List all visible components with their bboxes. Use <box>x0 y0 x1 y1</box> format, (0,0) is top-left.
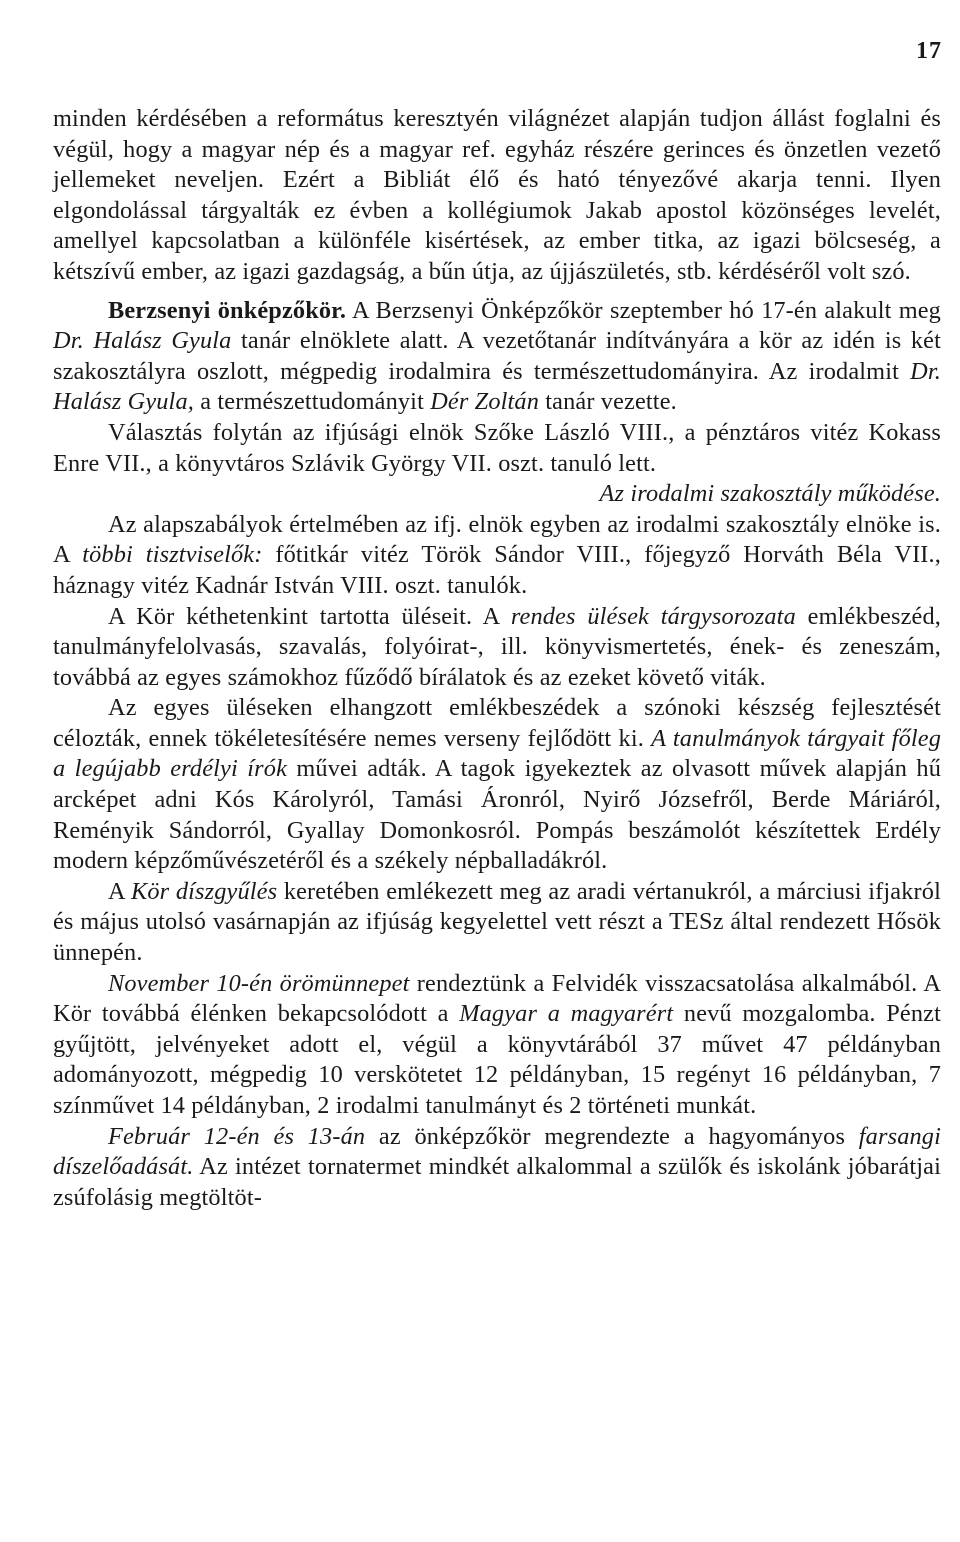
paragraph-meetings <box>53 602 941 694</box>
paragraph-speeches <box>53 693 941 877</box>
text-run: A Berzsenyi Önképzőkör szeptember hó 17-én alakult meg <box>346 296 941 324</box>
text-run: Az intézet tornatermet mindkét alkalommal a szülők és iskolánk jóbarátjai zsúfolásig megtöltöt- <box>53 1153 941 1211</box>
paragraph-berzsenyi <box>53 296 941 418</box>
paragraph-elections: Választás folytán az ifjúsági elnök Szőke László VIII., a pénztáros vitéz Kokass Enre VII., a könyvtáros Szlávik György VII. oszt. tanuló lett. <box>53 418 941 477</box>
text-run: tanár vezette. <box>539 388 677 416</box>
text-run: A <box>108 877 131 905</box>
italic-phrase: többi tisztviselők: <box>82 541 263 569</box>
text-run: rendeztünk a Felvidék visszacsatolása alkalmából. A Kör továbbá élénken bekapcsolódott a <box>53 969 942 1028</box>
paragraph-officers <box>53 510 941 602</box>
text-run: tanár elnöklete alatt. A vezetőtanár indítványára a kör az idén is két szakosztályra oszlott, mégpedig irodalmira és természettudományira. Az irodalmit <box>53 327 941 385</box>
italic-phrase: rendes ülések tárgysorozata <box>510 602 796 630</box>
text-run: főtitkár vitéz Török Sándor VIII., főjegyző Horváth Béla VII., háznagy vitéz Kadnár István VIII. oszt. tanulók. <box>53 541 941 599</box>
body-text <box>53 104 941 1213</box>
italic-phrase: Február 12-én és 13-án <box>108 1122 366 1150</box>
paragraph-november <box>53 969 941 1122</box>
italic-name: Dér Zoltán <box>430 388 540 416</box>
text-run: nevű mozgalomba. Pénzt gyűjtött, jelvényeket adott el, végül a könyvtárából 37 művet 47 példányban adományozott, mégpedig 10 verskötetet 12 példányban, 15 regényt 16 példányban, 7 színművet 14 példányban, 2 irodalmi tanulmányt és 2 történeti munkát. <box>53 1000 941 1119</box>
italic-phrase: farsangi díszelőadását. <box>53 1122 941 1181</box>
text-run: A Kör kéthetenkint tartotta üléseit. A <box>108 602 511 630</box>
text-run: az önképzőkör megrendezte a hagyományos <box>365 1122 859 1150</box>
text-run: emlékbeszéd, tanulmányfelolvasás, szavalás, folyóirat-, ill. könyvismertetés, ének- és zeneszám, továbbá az egyes számokhoz fűződő bírálatok és az ezeket követő viták. <box>53 602 941 691</box>
section-heading: Az irodalmi szakosztály működése. <box>599 480 941 508</box>
text-run: művei adták. A tagok igyekeztek az olvasott művek alapján hű arcképet adni Kós Károlyról, Tamási Áronról, Nyirő Józsefről, Berde Máriáról, Reményik Sándorról, Gyallay Domonkosról. Pompás beszámolót készítettek Erdély modern képzőművészetéről és a székely népballadákról. <box>53 755 941 875</box>
text-run: Az alapszabályok értelmében az ifj. elnök egyben az irodalmi szakosztály elnöke is. A <box>53 510 941 569</box>
paragraph-1: minden kérdésében a református keresztyén világnézet alapján tudjon állást foglalni és végül, hogy a magyar nép és a magyar ref. egyház részére gerinces és önzetlen vezető jellemeket neveljen. Ezért a Bibliát élő és ható tényezővé akarja tenni. Ilyen elgondolással tárgyalták ez évben a kollégiumok Jakab apostol közönséges levelét, amellyel kapcsolatban a különféle kisértések, az ember titka, az igazi bölcseség, a kétszívű ember, az igazi gazdagság, a bűn útja, az újjászületés, stb. kérdéséről volt szó. <box>53 105 941 285</box>
text-run: keretében emlékezett meg az aradi vértanukról, a márciusi ifjakról és május utolsó vasárnapján az ifjúság kegyelettel vett részt a TESz által rendezett Hősök ünnepén. <box>53 877 941 967</box>
text-run: Az egyes üléseken elhangzott emlékbeszédek a szónoki készség fejlesztését célozták, ennek tökéletesítésére nemes verseny fejlődött ki. <box>53 694 941 752</box>
italic-name: Dr. Halász Gyula, <box>53 357 941 416</box>
page-number: 17 <box>916 38 942 64</box>
text-run: a természettudományit <box>193 388 431 416</box>
italic-phrase: A tanulmányok tárgyait főleg a legújabb erdélyi írók <box>53 724 942 783</box>
paragraph-february <box>53 1122 941 1214</box>
italic-phrase: Magyar a magyarért <box>459 1000 674 1028</box>
italic-phrase: Kör díszgyűlés <box>130 877 278 905</box>
italic-phrase: November 10-én örömünnepet <box>108 969 410 997</box>
italic-name: Dr. Halász Gyula <box>53 327 232 355</box>
section-title-berzsenyi: Berzsenyi önképzőkör. <box>108 296 347 324</box>
paragraph-ceremony <box>53 877 941 969</box>
